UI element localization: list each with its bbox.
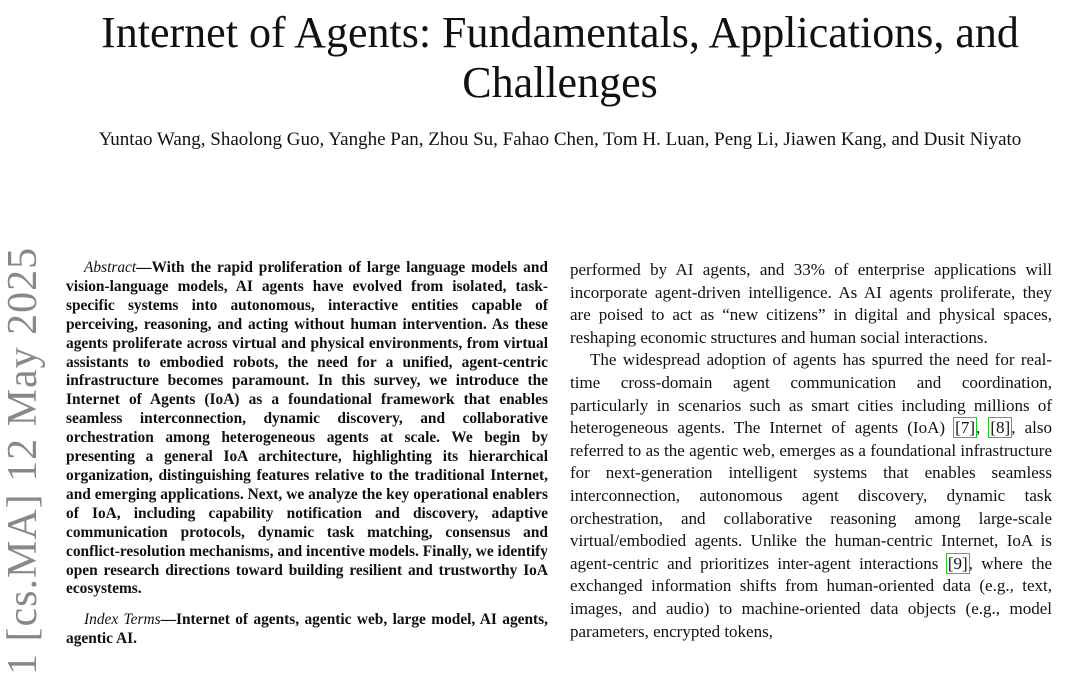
citation-link-9[interactable]: [9] — [947, 553, 968, 573]
citation-link-8[interactable]: [8] — [990, 418, 1011, 438]
body-text-segment: The widespread adoption of agents has spurred the need for real-time cross-domain agent communication and coordination, particularly in scenarios such as smart cities including millions of heterogeneous agents. The Internet of agents (IoA) — [570, 350, 1052, 438]
left-column — [66, 259, 548, 649]
paper-title: Internet of Agents: Fundamentals, Applications, and Challenges — [101, 8, 1019, 107]
body-text-segment: , also referred to as the agentic web, emerges as a foundational infrastructure for next-generation intelligent systems that enables seamless interconnection, autonomous agent discovery, dynamic task orchestration, and collaborative reasoning among large-scale virtual/embodied agents. Unlike the human-centric Internet, IoA is agent-centric and prioritizes inter-agent interactions — [570, 418, 1052, 573]
right-column — [570, 259, 1052, 643]
index-terms-paragraph — [66, 611, 548, 649]
arxiv-side-stamp: 1 [cs.MA] 12 May 2025 — [0, 246, 46, 675]
abstract-paragraph — [66, 259, 548, 599]
index-terms-text: —Internet of agents, agentic web, large model, AI agents, agentic AI. — [66, 611, 548, 648]
citation-link-7[interactable]: [7] — [955, 418, 975, 438]
abstract-label: Abstract — [84, 259, 137, 276]
author-list: Yuntao Wang, Shaolong Guo, Yanghe Pan, Zhou Su, Fahao Chen, Tom H. Luan, Peng Li, Jiawen Kang, and Dusit Niyato — [98, 129, 1022, 150]
body-paragraph-2 — [570, 349, 1052, 643]
body-text-separator: , — [976, 418, 990, 438]
index-terms-label: Index Terms — [84, 611, 161, 629]
body-paragraph-1: performed by AI agents, and 33% of enterprise applications will incorporate agent-driven intelligence. As AI agents proliferate, they are poised to act as “new citizens” in digital and physical spaces, reshaping economic structures and human social interactions. — [570, 260, 1052, 347]
body-text-segment: , where the exchanged information shifts from human-oriented data (e.g., text, images, and audio) to machine-oriented data objects (e.g., model parameters, encrypted tokens, — [570, 553, 1052, 641]
abstract-text: —With the rapid proliferation of large language models and vision-language models, AI agents have evolved from isolated, task-specific systems into autonomous, interactive entities capable of perceiving, reasoning, and acting without human intervention. As these agents proliferate across virtual and physical environments, from virtual assistants to embodied robots, the need for a unified, agent-centric infrastructure becomes paramount. In this survey, we introduce the Internet of Agents (IoA) as a foundational framework that enables seamless interconnection, dynamic discovery, and collaborative orchestration among heterogeneous agents at scale. We begin by presenting a general IoA architecture, highlighting its hierarchical organization, distinguishing features relative to the traditional Internet, and emerging applications. Next, we analyze the key operational enablers of IoA, including capability notification and discovery, adaptive communication protocols, dynamic task matching, consensus and conflict-resolution mechanisms, and incentive models. Finally, we identify open research directions toward building resilient and trustworthy IoA ecosystems. — [66, 259, 548, 598]
